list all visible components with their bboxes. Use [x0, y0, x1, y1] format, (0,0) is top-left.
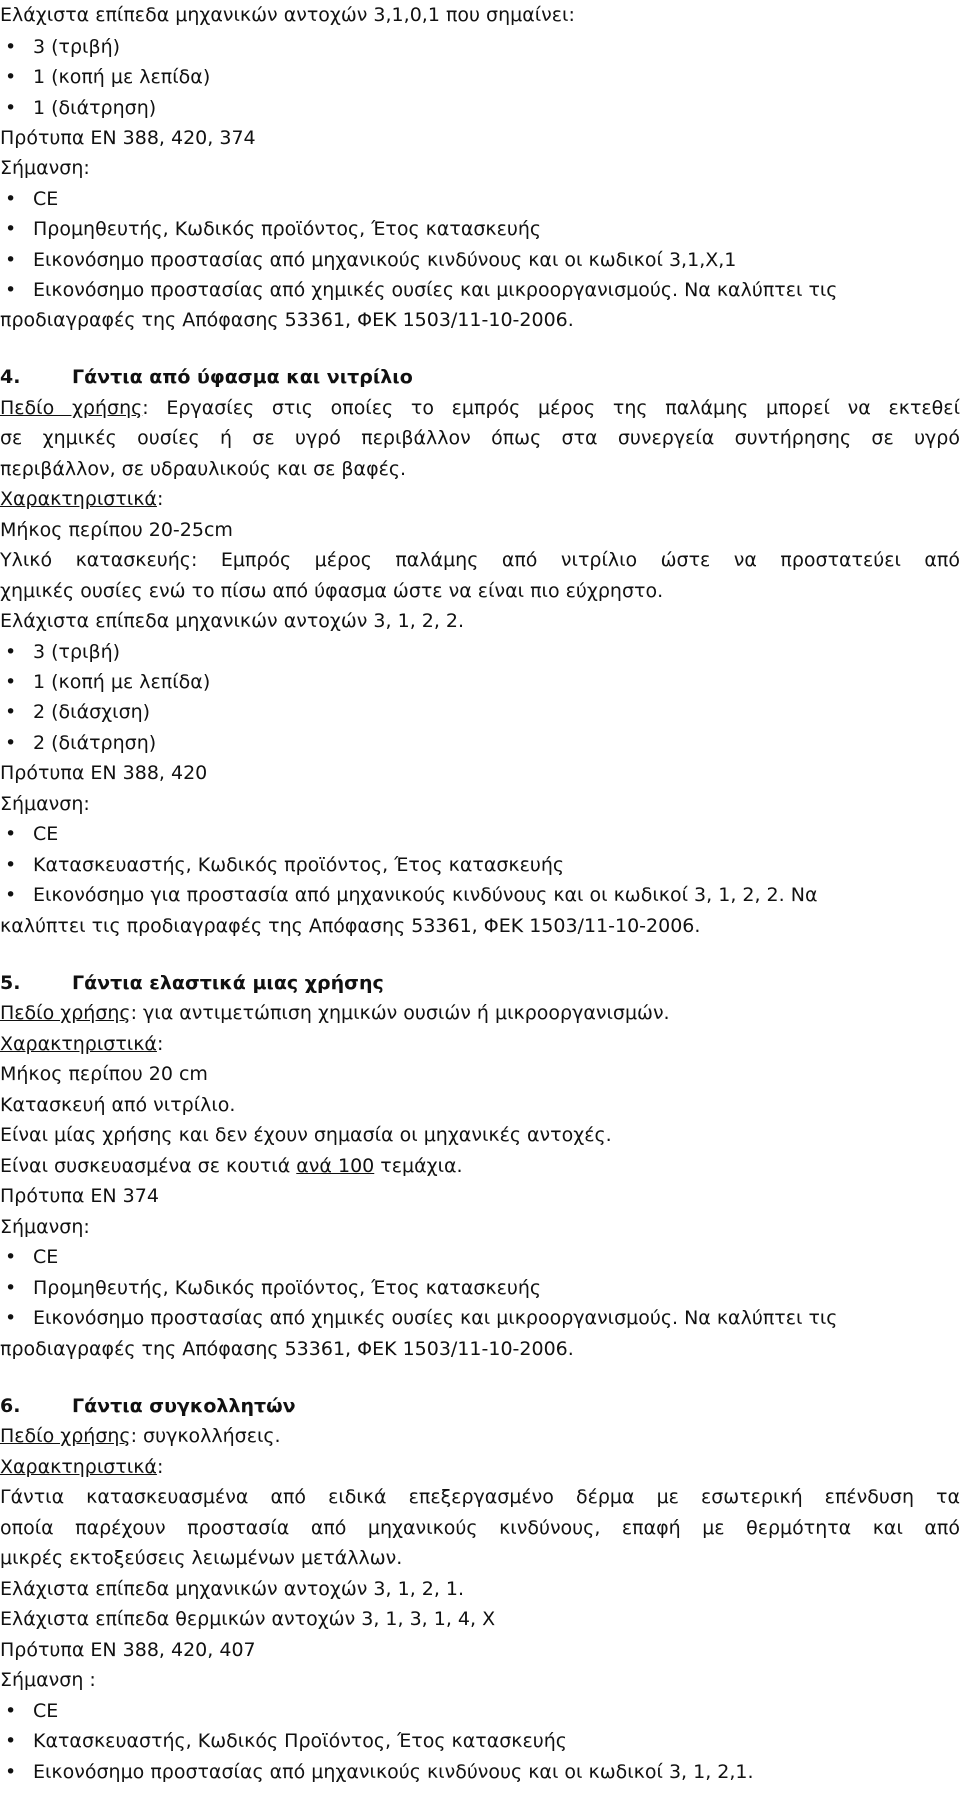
list-item: • 2 (διάσχιση) [0, 701, 960, 723]
packaging-unit: τεμάχια. [374, 1155, 463, 1177]
mechanical-levels-text: Ελάχιστα επίπεδα μηχανικών αντοχών 3, 1, 2, 2. [0, 610, 465, 632]
list-item: • Προμηθευτής, Κωδικός προϊόντος, Έτος κατασκευής [0, 218, 960, 240]
standards-text: Πρότυπα ΕΝ 388, 420 [0, 762, 208, 784]
features-label: Χαρακτηριστικά [0, 1033, 157, 1055]
section-heading [0, 366, 960, 388]
section-number: 4. [0, 366, 21, 388]
features-line [0, 488, 960, 510]
paragraph-line: Υλικό κατασκευής: Εμπρός μέρος παλάμης από νιτρίλιο ώστε να προστατεύει από [0, 549, 960, 571]
list-item: • Εικονόσημο για προστασία από μηχανικούς κινδύνους και οι κωδικοί 3, 1, 2, 2. Να [0, 884, 960, 906]
usage-label: Πεδίο χρήσης [0, 1425, 131, 1447]
marking-label: Σήμανση: [0, 157, 90, 179]
standards-text: Πρότυπα ΕΝ 388, 420, 374 [0, 127, 256, 149]
section-heading [0, 972, 960, 994]
section-title: Γάντια ελαστικά μιας χρήσης [72, 972, 384, 994]
marking-label: Σήμανση: [0, 793, 90, 815]
features-colon: : [156, 1456, 164, 1478]
paragraph-line: σε χημικές ουσίες ή σε υγρό περιβάλλον όπως στα συνεργεία συντήρησης σε υγρό [0, 427, 960, 449]
section-title: Γάντια από ύφασμα και νιτρίλιο [72, 366, 413, 388]
list-item: • Εικονόσημο προστασίας από μηχανικούς κινδύνους και οι κωδικοί 3, 1, 2,1. [0, 1761, 960, 1783]
features-line [0, 1033, 960, 1055]
features-label: Χαρακτηριστικά [0, 1456, 157, 1478]
features-colon: : [156, 1033, 164, 1055]
marking-label: Σήμανση : [0, 1669, 96, 1691]
list-item: • CE [0, 188, 960, 210]
packaging-quantity: ανά 100 [296, 1155, 375, 1177]
features-colon: : [156, 488, 164, 510]
usage-text: : Εργασίες στις οποίες το εμπρός μέρος της παλάμης μπορεί να εκτεθεί [142, 397, 960, 419]
paragraph-line: περιβάλλον, σε υδραυλικούς και σε βαφές. [0, 458, 407, 480]
list-item: • Εικονόσημο προστασίας από μηχανικούς κινδύνους και οι κωδικοί 3,1,Χ,1 [0, 249, 960, 271]
usage-label: Πεδίο χρήσης [0, 1002, 131, 1024]
list-item: • Κατασκευαστής, Κωδικός προϊόντος, Έτος κατασκευής [0, 854, 960, 876]
list-item: • 3 (τριβή) [0, 36, 960, 58]
list-item: • 3 (τριβή) [0, 641, 960, 663]
construction-text: Κατασκευή από νιτρίλιο. [0, 1094, 236, 1116]
paragraph-line: προδιαγραφές της Απόφασης 53361, ΦΕΚ 1503/11-10-2006. [0, 309, 574, 331]
packaging-line [0, 1155, 960, 1177]
features-label: Χαρακτηριστικά [0, 488, 157, 510]
section-number: 6. [0, 1395, 21, 1417]
usage-text: : συγκολλήσεις. [130, 1425, 281, 1447]
marking-label: Σήμανση: [0, 1216, 90, 1238]
list-item: • Εικονόσημο προστασίας από χημικές ουσίες και μικροοργανισμούς. Να καλύπτει τις [0, 1307, 960, 1329]
section-title: Γάντια συγκολλητών [72, 1395, 296, 1417]
paragraph-line: μικρές εκτοξεύσεις λειωμένων μετάλλων. [0, 1547, 403, 1569]
list-item: • CE [0, 1246, 960, 1268]
paragraph-line: καλύπτει τις προδιαγραφές της Απόφασης 53361, ΦΕΚ 1503/11-10-2006. [0, 915, 701, 937]
standards-text: Πρότυπα ΕΝ 374 [0, 1185, 159, 1207]
list-item: • 1 (κοπή με λεπίδα) [0, 671, 960, 693]
usage-text: : για αντιμετώπιση χημικών ουσιών ή μικροοργανισμών. [130, 1002, 670, 1024]
section-number: 5. [0, 972, 21, 994]
list-item: • CE [0, 1700, 960, 1722]
length-text: Μήκος περίπου 20-25cm [0, 519, 233, 541]
usage-label: Πεδίο χρήσης [0, 397, 143, 419]
single-use-text: Είναι μίας χρήσης και δεν έχουν σημασία οι μηχανικές αντοχές. [0, 1124, 612, 1146]
paragraph-line: προδιαγραφές της Απόφασης 53361, ΦΕΚ 1503/11-10-2006. [0, 1338, 574, 1360]
thermal-levels-text: Ελάχιστα επίπεδα θερμικών αντοχών 3, 1, 3, 1, 4, Χ [0, 1608, 496, 1630]
list-item: • Εικονόσημο προστασίας από χημικές ουσίες και μικροοργανισμούς. Να καλύπτει τις [0, 279, 960, 301]
paragraph-line: Γάντια κατασκευασμένα από ειδικά επεξεργασμένο δέρμα με εσωτερική επένδυση τα [0, 1486, 960, 1508]
packaging-text: Είναι συσκευασμένα σε κουτιά [0, 1155, 297, 1177]
features-line [0, 1456, 960, 1478]
list-item: • 2 (διάτρηση) [0, 732, 960, 754]
list-item: • 1 (διάτρηση) [0, 97, 960, 119]
mechanical-levels-text: Ελάχιστα επίπεδα μηχανικών αντοχών 3, 1, 2, 1. [0, 1578, 465, 1600]
list-item: • CE [0, 823, 960, 845]
list-item: • Προμηθευτής, Κωδικός προϊόντος, Έτος κατασκευής [0, 1277, 960, 1299]
list-item: • Κατασκευαστής, Κωδικός Προϊόντος, Έτος κατασκευής [0, 1730, 960, 1752]
usage-line [0, 1002, 960, 1024]
list-item: • 1 (κοπή με λεπίδα) [0, 66, 960, 88]
standards-text: Πρότυπα ΕΝ 388, 420, 407 [0, 1639, 256, 1661]
mechanical-levels-text: Ελάχιστα επίπεδα μηχανικών αντοχών 3,1,0,1 που σημαίνει: [0, 4, 575, 26]
paragraph-line: χημικές ουσίες ενώ το πίσω από ύφασμα ώστε να είναι πιο εύχρηστο. [0, 580, 664, 602]
usage-line [0, 397, 960, 419]
usage-line [0, 1425, 960, 1447]
length-text: Μήκος περίπου 20 cm [0, 1063, 208, 1085]
section-heading [0, 1395, 960, 1417]
paragraph-line: οποία παρέχουν προστασία από μηχανικούς κινδύνους, επαφή με θερμότητα και από [0, 1517, 960, 1539]
